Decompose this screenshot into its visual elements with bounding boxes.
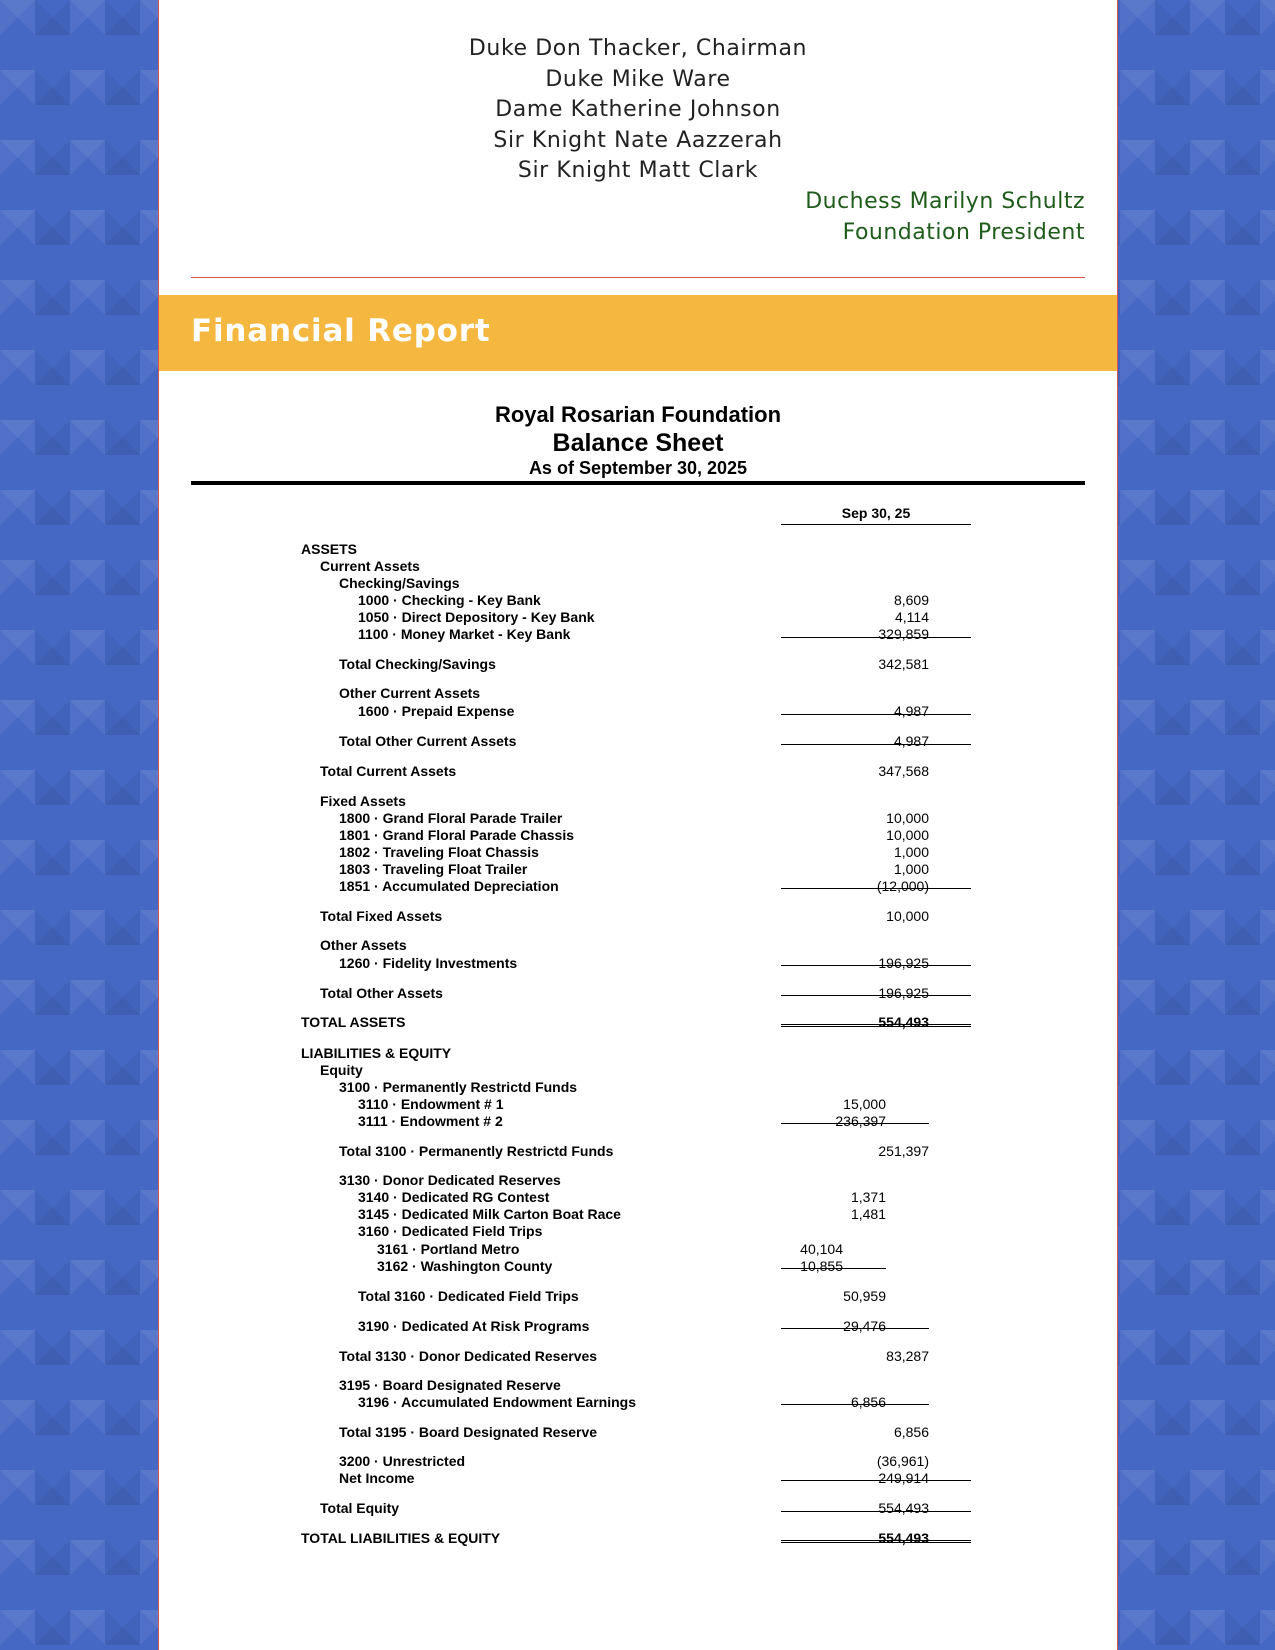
row-label: TOTAL ASSETS — [301, 1014, 406, 1030]
report-date: As of September 30, 2025 — [528, 458, 748, 478]
table-row — [159, 1223, 1117, 1240]
row-amount: 40,104 — [800, 1241, 843, 1257]
row-label: 3160 · Dedicated Field Trips — [358, 1223, 543, 1239]
row-label: Total 3195 · Board Designated Reserve — [339, 1424, 598, 1440]
row-amount: (36,961) — [876, 1453, 929, 1469]
row-label: Total 3160 · Dedicated Field Trips — [358, 1288, 579, 1304]
subtotal-rule — [781, 1404, 929, 1405]
table-row — [159, 703, 1117, 720]
section-title: Financial Report — [191, 313, 491, 349]
table-row — [159, 878, 1117, 895]
table-row — [159, 1377, 1117, 1394]
row-label: Other Assets — [320, 937, 407, 953]
row-amount: 10,000 — [886, 810, 929, 826]
subtotal-rule — [781, 965, 971, 966]
table-row — [159, 1453, 1117, 1470]
subtotal-rule — [781, 714, 971, 715]
row-label: Other Current Assets — [339, 685, 481, 701]
row-label: 3200 · Unrestricted — [339, 1453, 466, 1469]
row-amount: 6,856 — [893, 1424, 929, 1440]
table-row — [159, 937, 1117, 954]
row-label: 1801 · Grand Floral Parade Chassis — [339, 827, 574, 843]
table-row — [159, 1318, 1117, 1335]
table-row — [159, 1288, 1117, 1305]
row-label: ASSETS — [301, 541, 358, 557]
table-row — [159, 1189, 1117, 1206]
row-amount: 342,581 — [878, 656, 929, 672]
row-label: Checking/Savings — [339, 575, 460, 591]
table-row — [159, 810, 1117, 827]
table-row — [159, 592, 1117, 609]
row-amount: 554,493 — [878, 1014, 929, 1030]
row-amount: 196,925 — [878, 985, 929, 1001]
table-row — [159, 1241, 1117, 1258]
row-label: 3130 · Donor Dedicated Reserves — [339, 1172, 561, 1188]
row-amount: 10,000 — [886, 827, 929, 843]
row-amount: 1,000 — [893, 844, 929, 860]
row-amount: 329,859 — [878, 626, 929, 642]
table-row — [159, 558, 1117, 575]
row-amount: 554,493 — [878, 1500, 929, 1516]
row-label: 1851 · Accumulated Depreciation — [339, 878, 559, 894]
table-row — [159, 844, 1117, 861]
table-row — [159, 1113, 1117, 1130]
subtotal-rule — [781, 1328, 929, 1329]
table-row — [159, 1172, 1117, 1189]
table-row — [159, 626, 1117, 643]
row-label: Total 3130 · Donor Dedicated Reserves — [339, 1348, 598, 1364]
row-label: Equity — [320, 1062, 363, 1078]
balance-sheet-table — [159, 0, 1117, 1650]
row-amount: 554,493 — [878, 1530, 929, 1546]
row-label: 3145 · Dedicated Milk Carton Boat Race — [358, 1206, 621, 1222]
row-amount: 347,568 — [878, 763, 929, 779]
board-member: Sir Knight Nate Aazzerah — [493, 127, 783, 153]
report-page — [158, 0, 1118, 1650]
row-amount: 4,987 — [893, 703, 929, 719]
table-row — [159, 1096, 1117, 1113]
subtotal-rule — [781, 744, 971, 745]
table-row — [159, 1206, 1117, 1223]
table-row — [159, 1258, 1117, 1275]
row-label: Total Current Assets — [320, 763, 457, 779]
row-label: Total 3100 · Permanently Restrictd Funds — [339, 1143, 614, 1159]
table-row — [159, 827, 1117, 844]
row-amount: 10,855 — [800, 1258, 843, 1274]
row-label: 1800 · Grand Floral Parade Trailer — [339, 810, 563, 826]
table-row — [159, 1348, 1117, 1365]
row-amount: 249,914 — [878, 1470, 929, 1486]
row-label: 3195 · Board Designated Reserve — [339, 1377, 561, 1393]
row-label: 1260 · Fidelity Investments — [339, 955, 518, 971]
board-member: Dame Katherine Johnson — [495, 97, 781, 122]
board-member: Duke Don Thacker, Chairman — [468, 36, 808, 61]
subtotal-rule — [781, 995, 971, 996]
subtotal-rule — [781, 1123, 929, 1124]
table-row — [159, 1470, 1117, 1487]
row-amount: 10,000 — [886, 908, 929, 924]
row-amount: 50,959 — [843, 1288, 886, 1304]
row-amount: 4,987 — [893, 733, 929, 749]
table-row — [159, 1500, 1117, 1517]
total-double-rule — [781, 1024, 971, 1027]
row-label: LIABILITIES & EQUITY — [301, 1045, 452, 1061]
row-label: 3111 · Endowment # 2 — [358, 1113, 503, 1129]
table-row — [159, 861, 1117, 878]
row-amount: 6,856 — [850, 1394, 886, 1410]
table-row — [159, 908, 1117, 925]
row-label: Current Assets — [320, 558, 420, 574]
row-label: 3162 · Washington County — [377, 1258, 553, 1274]
row-label: Total Other Current Assets — [339, 733, 517, 749]
row-amount: 15,000 — [843, 1096, 886, 1112]
table-row — [159, 733, 1117, 750]
row-amount: 1,000 — [893, 861, 929, 877]
table-row — [159, 763, 1117, 780]
table-row — [159, 1424, 1117, 1441]
row-label: TOTAL LIABILITIES & EQUITY — [301, 1530, 501, 1546]
subtotal-rule — [781, 1480, 971, 1481]
row-label: 1050 · Direct Depository - Key Bank — [358, 609, 595, 625]
row-label: 1803 · Traveling Float Trailer — [339, 861, 528, 877]
report-title: Balance Sheet — [552, 429, 724, 457]
row-label: 1802 · Traveling Float Chassis — [339, 844, 539, 860]
table-row — [159, 1143, 1117, 1160]
row-amount: 8,609 — [893, 592, 929, 608]
row-label: 3110 · Endowment # 1 — [358, 1096, 504, 1112]
row-label: Fixed Assets — [320, 793, 406, 809]
table-row — [159, 985, 1117, 1002]
organization-name: Royal Rosarian Foundation — [494, 402, 782, 427]
row-label: 3196 · Accumulated Endowment Earnings — [358, 1394, 636, 1410]
president-name: Duchess Marilyn Schultz — [805, 189, 1085, 214]
table-row — [159, 656, 1117, 673]
row-amount: 236,397 — [835, 1113, 886, 1129]
board-member: Sir Knight Matt Clark — [517, 158, 759, 183]
row-label: Net Income — [339, 1470, 415, 1486]
subtotal-rule — [781, 888, 971, 889]
table-row — [159, 609, 1117, 626]
row-label: Total Other Assets — [320, 985, 443, 1001]
table-row — [159, 685, 1117, 702]
president-title: Foundation President — [842, 219, 1085, 245]
row-label: 3190 · Dedicated At Risk Programs — [358, 1318, 590, 1334]
row-label: 1000 · Checking - Key Bank — [358, 592, 541, 608]
row-label: Total Equity — [320, 1500, 400, 1516]
row-label: 3100 · Permanently Restrictd Funds — [339, 1079, 578, 1095]
subtotal-rule — [781, 1268, 886, 1269]
row-label: 3140 · Dedicated RG Contest — [358, 1189, 550, 1205]
column-header: Sep 30, 25 — [841, 505, 911, 521]
row-label: Total Fixed Assets — [320, 908, 443, 924]
row-amount: 4,114 — [895, 609, 929, 625]
board-member: Duke Mike Ware — [545, 66, 731, 92]
table-row — [159, 1045, 1117, 1062]
table-row — [159, 575, 1117, 592]
table-row — [159, 1530, 1117, 1547]
row-amount: 29,476 — [843, 1318, 886, 1334]
total-double-rule — [781, 1540, 971, 1543]
row-amount: 251,397 — [878, 1143, 929, 1159]
row-amount: 83,287 — [886, 1348, 929, 1364]
table-row — [159, 955, 1117, 972]
subtotal-rule — [781, 1511, 971, 1512]
row-amount: 1,481 — [850, 1206, 886, 1222]
table-row — [159, 793, 1117, 810]
table-row — [159, 1014, 1117, 1031]
row-amount: 196,925 — [878, 955, 929, 971]
row-amount: (12,000) — [876, 878, 929, 894]
table-row — [159, 541, 1117, 558]
row-label: Total Checking/Savings — [339, 656, 496, 672]
table-row — [159, 1062, 1117, 1079]
row-amount: 1,371 — [850, 1189, 886, 1205]
table-row — [159, 1079, 1117, 1096]
row-label: 3161 · Portland Metro — [377, 1241, 520, 1257]
row-label: 1600 · Prepaid Expense — [358, 703, 515, 719]
table-row — [159, 1394, 1117, 1411]
subtotal-rule — [781, 637, 971, 638]
row-label: 1100 · Money Market - Key Bank — [358, 626, 571, 642]
